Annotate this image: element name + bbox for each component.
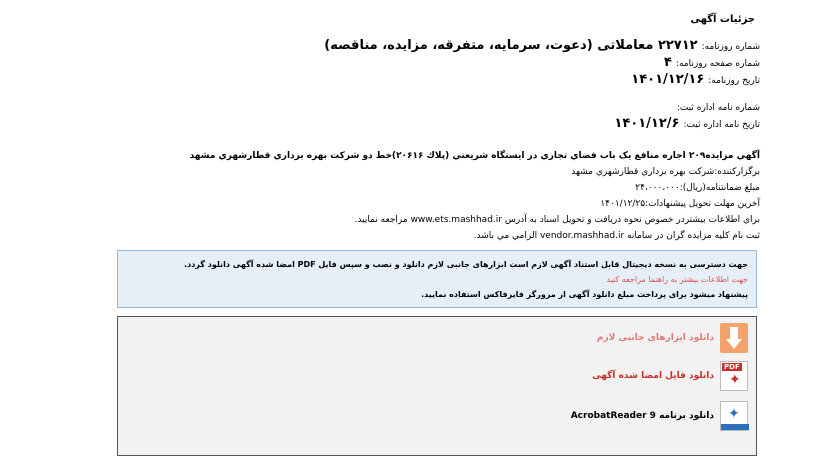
page-title: جزئیات آگهی: [690, 14, 755, 25]
newspaper-date-row: [60, 72, 760, 89]
ad-body: [60, 148, 760, 244]
registry-letter-date-value: ۱۴۰۱/۱۲/۶: [614, 116, 680, 131]
newspaper-page-row: [60, 55, 760, 72]
newspaper-info: [60, 38, 760, 89]
registry-letter-number-row: [60, 100, 760, 116]
download-arrow-icon[interactable]: [720, 323, 748, 353]
download-signed-pdf-link[interactable]: دانلود فایل امضا شده آگهی: [592, 371, 714, 381]
ad-info-line: براي اطلاعات بيشتردر خصوص نحوه دريافت و تحويل اسناد به آدرس www.ets.mashhad.ir مراجعه نماييد.: [354, 215, 760, 225]
firefox-suggestion: پیشنهاد میشود برای پرداخت مبلغ دانلود آگهی از مرورگر فایرفاکس استفاده نمایید.: [421, 290, 748, 299]
registry-info: [60, 100, 760, 133]
registry-letter-date-row: [60, 116, 760, 133]
download-signed-pdf-item[interactable]: [592, 359, 748, 393]
pdf-badge: PDF: [724, 363, 740, 371]
newspaper-date-value: ۱۴۰۱/۱۲/۱۶: [631, 72, 705, 87]
download-acrobat-item[interactable]: [571, 399, 748, 433]
digital-copy-instructions: جهت دسترسی به نسخه دیجیتال قابل استناد آگهی لازم است ابزارهای جانبی لازم دانلود و نصب و سپس فایل PDF امضا شده آگهی دانلود گردد.: [184, 260, 748, 269]
download-acrobat-link[interactable]: دانلود برنامه AcrobatReader 9: [570, 411, 714, 421]
download-tools-item[interactable]: [597, 321, 748, 355]
registry-letter-number-label: شماره نامه اداره ثبت:: [676, 103, 760, 113]
ad-organizer: برگزارکننده:شرکت بهره برداري قطارشهري مشهد: [571, 167, 760, 177]
download-tools-link[interactable]: دانلود ابزارهای جانبی لازم: [596, 333, 714, 343]
newspaper-page-value: ۴: [663, 55, 672, 70]
newspaper-date-label: تاریخ روزنامه:: [708, 76, 760, 86]
newspaper-number-label: شماره روزنامه:: [701, 42, 760, 52]
ad-register-line: ثبت نام کليه مزايده گران در سامانه vendor.mashhad.ir الزامي مي باشد.: [473, 231, 760, 241]
acrobat-reader-icon[interactable]: [720, 401, 748, 431]
newspaper-number-value: ۲۲۷۱۲ معاملاتی (دعوت، سرمایه، متفرقه، مزایده، مناقصه): [324, 38, 698, 53]
pdf-file-icon[interactable]: [720, 361, 748, 391]
digital-copy-info-box: [117, 250, 757, 308]
ad-deadline: آخرين مهلت تحويل پيشنهادات:۱۴۰۱/۱۲/۲۵: [600, 199, 760, 209]
newspaper-page-label: شماره صفحه روزنامه:: [675, 59, 760, 69]
newspaper-number-row: [60, 38, 760, 55]
downloads-panel: [117, 316, 757, 456]
ad-headline: آگهي مزايده۲۰۹ اجاره منافع يک باب فضاي تجاري در ايستگاه شريعتي (پلاك ۲۰۶۱۶)خط دو شرکت بهره برداري قطارشهري مشهد: [189, 151, 760, 161]
help-link[interactable]: جهت اطلاعات بیشتر به راهنما مراجعه کنید: [606, 275, 748, 284]
ad-guarantee: مبلغ ضمانتنامه(ريال):۲۴،۰۰۰،۰۰۰: [635, 183, 760, 193]
registry-letter-date-label: تاریخ نامه اداره ثبت:: [683, 120, 760, 130]
